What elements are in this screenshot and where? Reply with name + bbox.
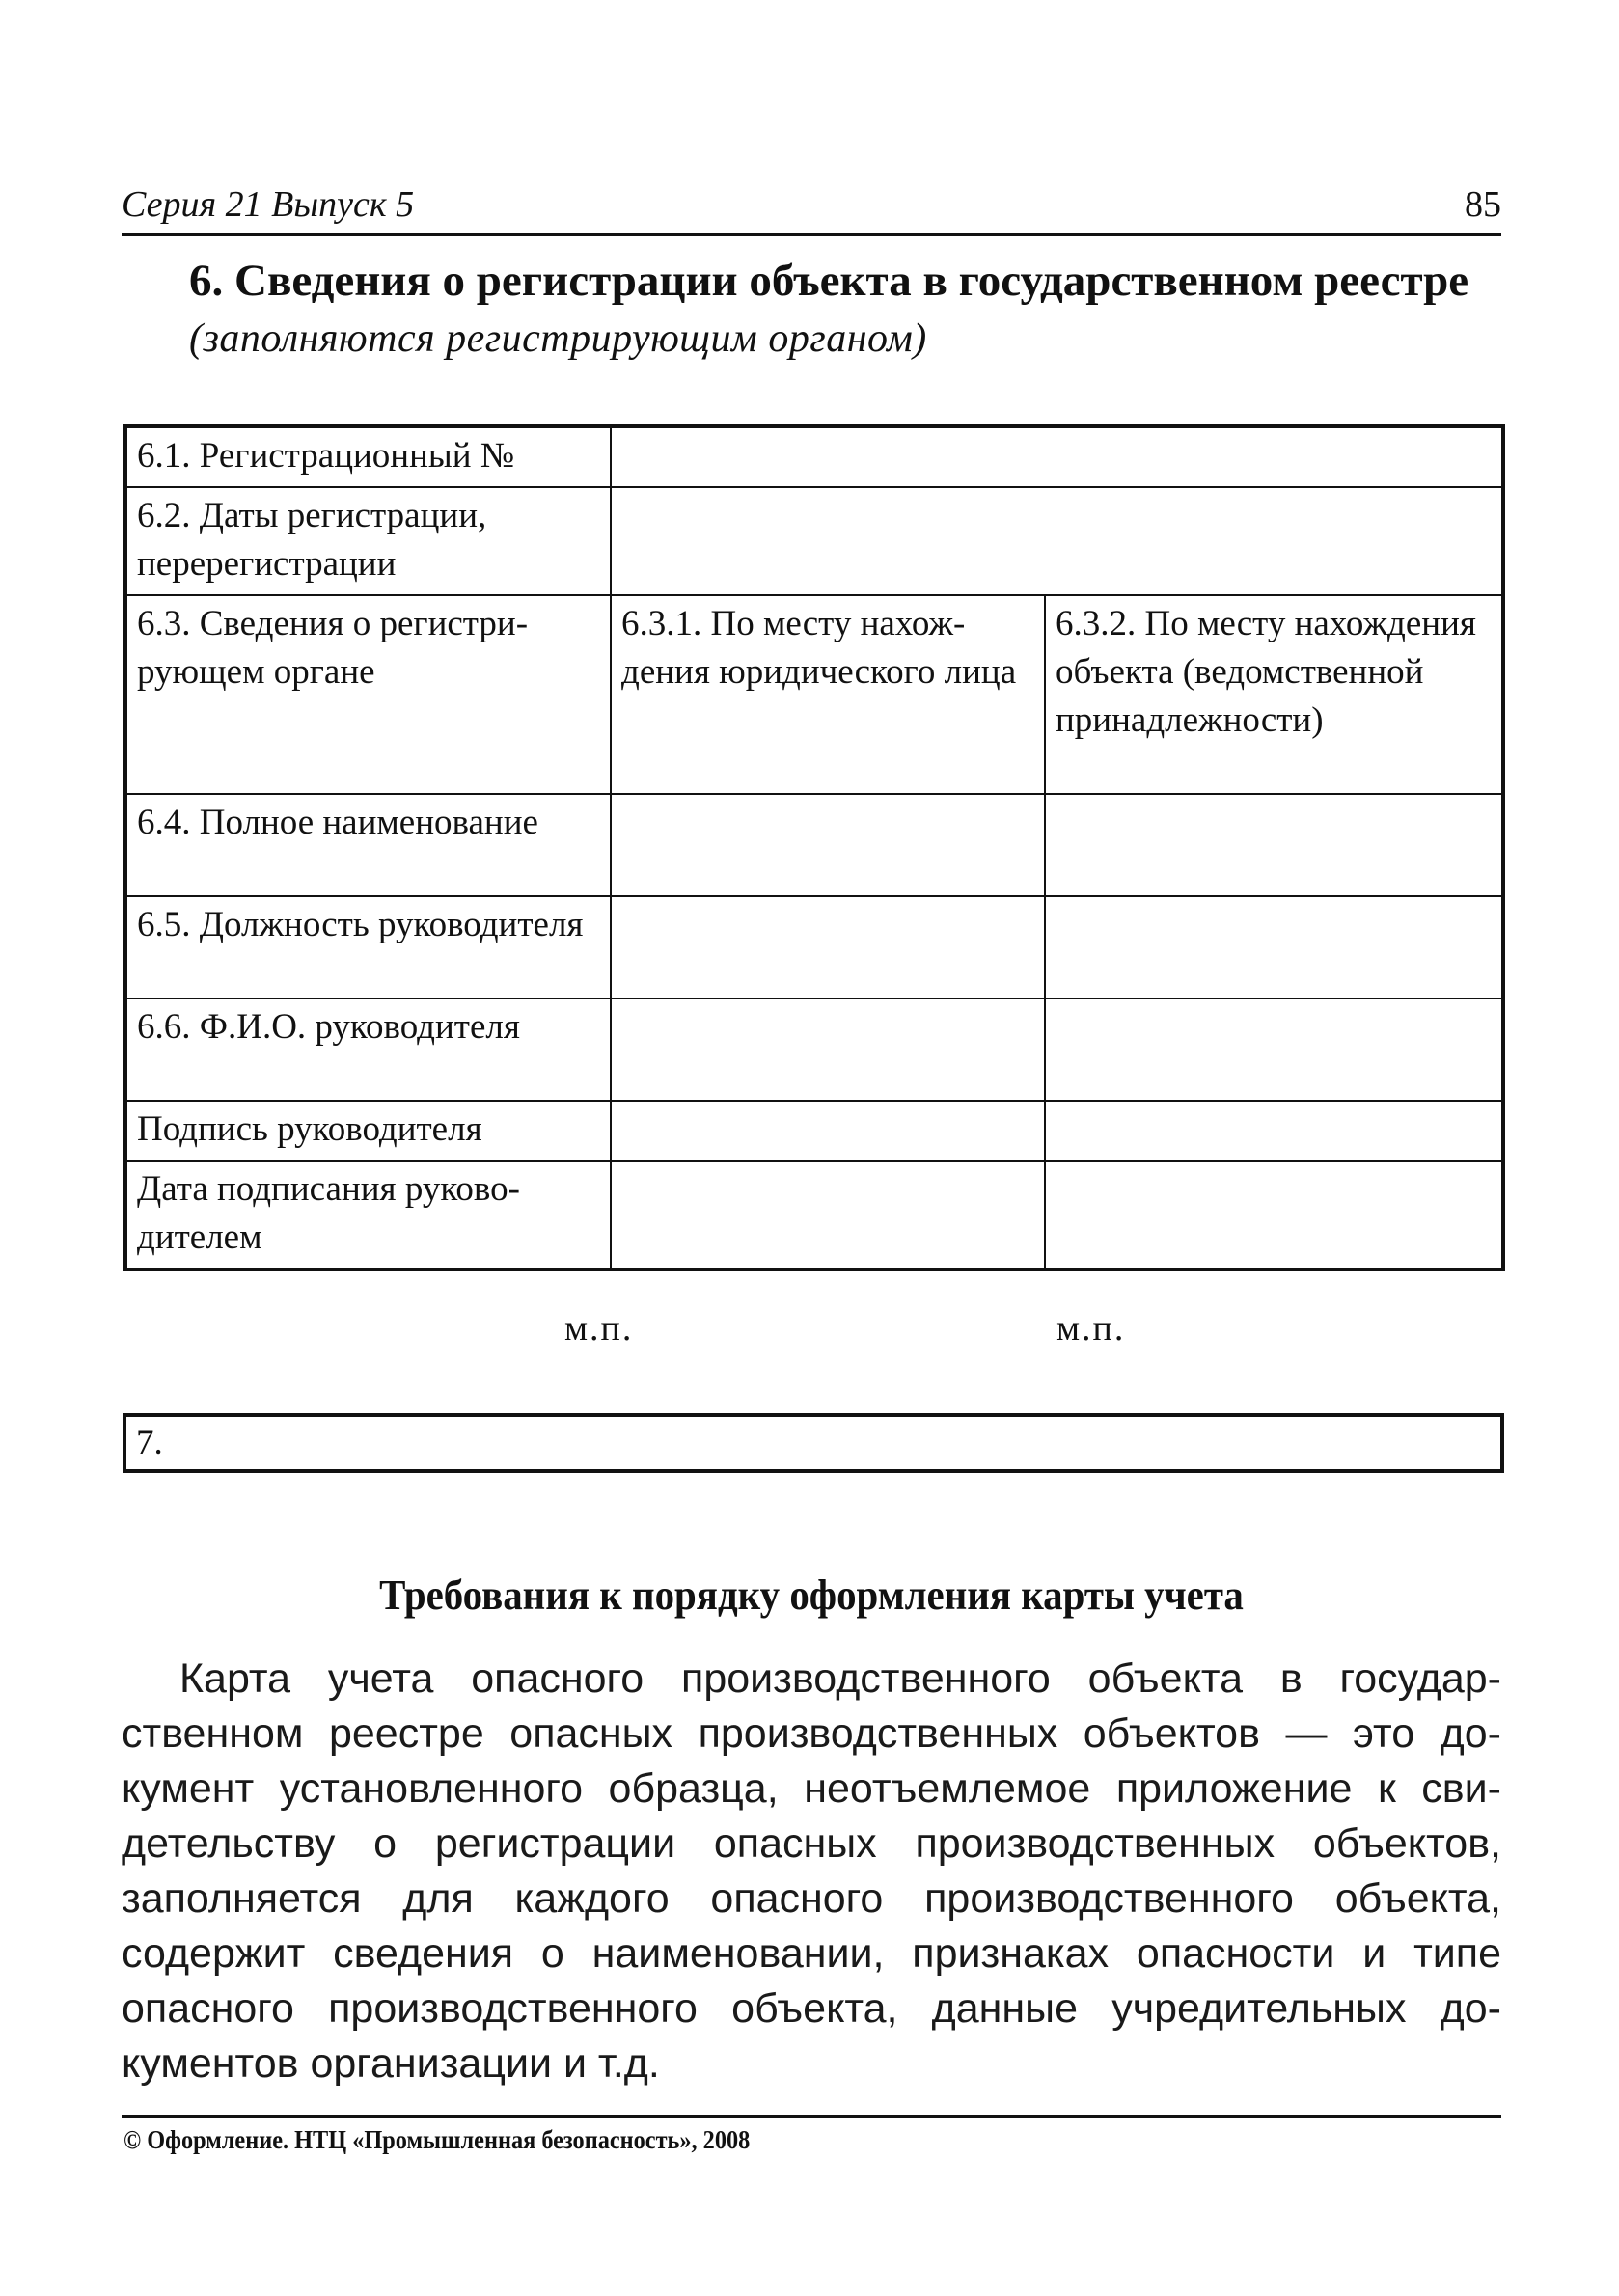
paragraph-line: опасного производственного объекта, данные учредительных до- [122,1985,1501,2032]
table-cell-value[interactable] [611,487,1503,595]
table-cell-label: 6.3. Сведения о регистрирующем органе [125,595,611,794]
page-number: 85 [1465,184,1501,225]
table-cell-subheader: 6.3.1. По месту нахождения юридического лица [611,595,1045,794]
table-row [125,1161,1503,1270]
paragraph-line: детельству о регистрации опасных производственных объектов, [122,1820,1501,1867]
table-cell-value[interactable] [611,998,1045,1101]
table-cell-value[interactable] [1045,896,1503,998]
table-cell-subheader: 6.3.2. По месту нахождения объекта (ведомственной принадлежности) [1045,595,1503,794]
paragraph-line: ственном реестре опасных производственных объектов — это до- [122,1710,1501,1757]
series-label: Серия 21 Выпуск 5 [122,184,415,225]
table-row [125,595,1503,794]
section-7-box [123,1413,1504,1473]
section-title: 6. Сведения о регистрации объекта в государственном реестре [189,256,1469,306]
table-cell-label: 6.2. Даты регистрации, перерегистрации [125,487,611,595]
table-row [125,426,1503,487]
paragraph-line: заполняется для каждого опасного производственного объекта, [122,1875,1501,1922]
table-cell-value[interactable] [1045,1101,1503,1161]
paragraph-line: кумент установленного образца, неотъемлемое приложение к сви- [122,1765,1501,1812]
table-cell-value[interactable] [1045,1161,1503,1270]
registration-table [123,424,1505,1271]
table-cell-label: Подпись руководителя [125,1101,611,1161]
table-cell-value[interactable] [1045,794,1503,896]
table-row [125,896,1503,998]
table-cell-value[interactable] [1045,998,1503,1101]
table-row [125,998,1503,1101]
table-cell-value[interactable] [611,896,1045,998]
paragraph-line: Карта учета опасного производственного объекта в государ- [179,1655,1501,1702]
table-row [125,487,1503,595]
table-cell-value[interactable] [611,1161,1045,1270]
paragraph-line: кументов организации и т.д. [122,2040,660,2087]
running-header [122,179,1501,236]
requirements-title: Требования к порядку оформления карты учета [379,1572,1244,1619]
paragraph-line: содержит сведения о наименовании, признаках опасности и типе [122,1930,1501,1977]
table-cell-value[interactable] [611,794,1045,896]
table-cell-value[interactable] [611,426,1503,487]
table-cell-label: Дата подписания руководителем [125,1161,611,1270]
section-7-label: 7. [136,1423,163,1462]
table-row [125,1101,1503,1161]
requirements-paragraph [122,1652,1501,2091]
table-cell-label: 6.1. Регистрационный № [125,426,611,487]
table-cell-label: 6.5. Должность руководителя [125,896,611,998]
section-subtitle: (заполняются регистрирующим органом) [189,316,927,361]
table-cell-label: 6.4. Полное наименование [125,794,611,896]
table-cell-label: 6.6. Ф.И.О. руководителя [125,998,611,1101]
seal-mark-right: м.п. [1056,1308,1126,1349]
table-cell-value[interactable] [611,1101,1045,1161]
table-row [125,794,1503,896]
seal-mark-left: м.п. [564,1308,634,1349]
footer-divider [122,2115,1501,2118]
footer-copyright: © Оформление. НТЦ «Промышленная безопасность», 2008 [123,2125,751,2154]
